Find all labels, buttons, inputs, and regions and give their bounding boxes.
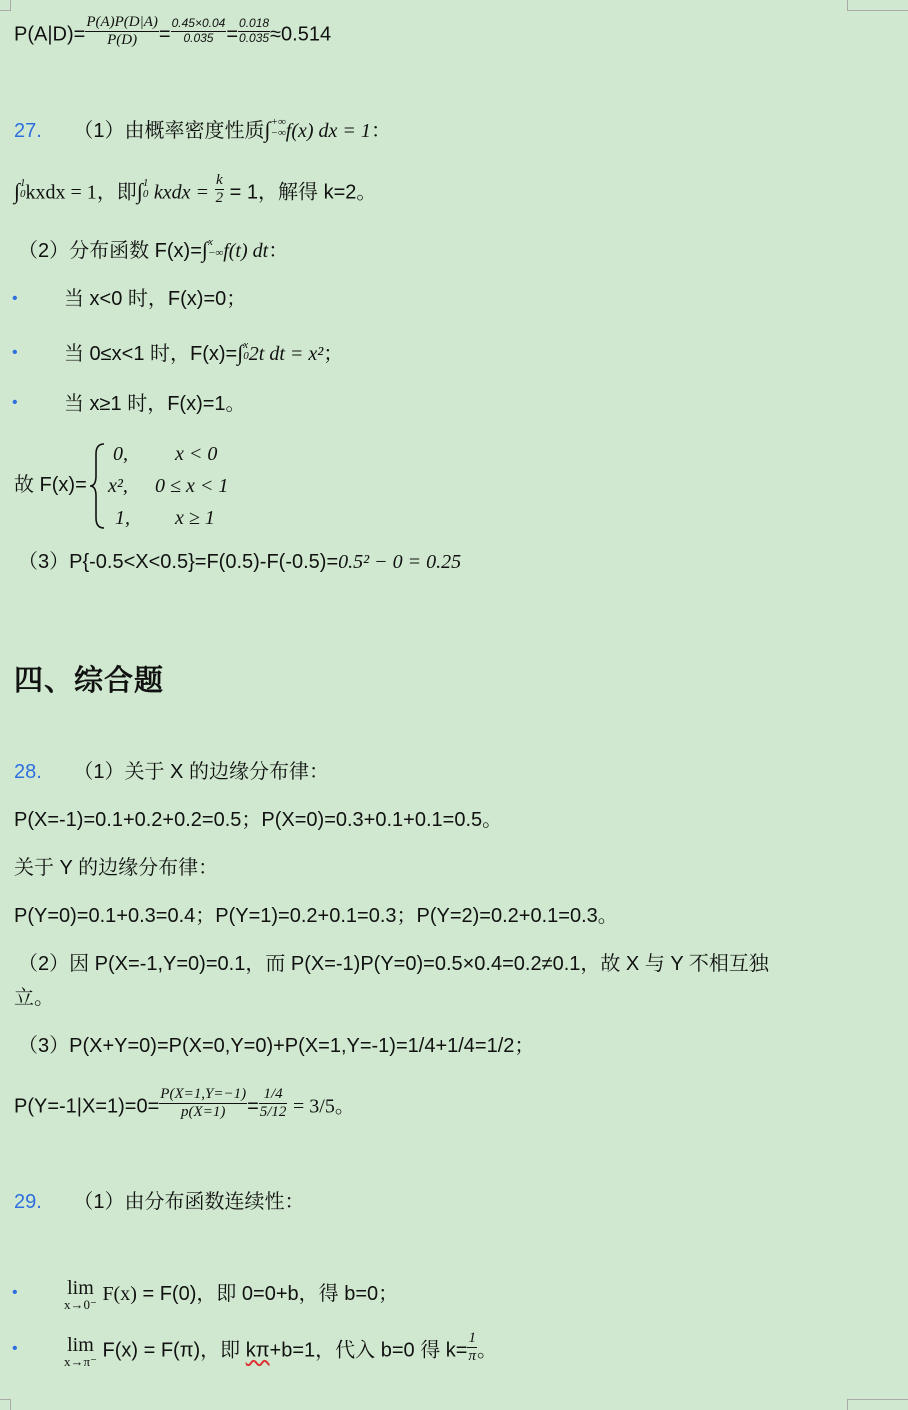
left-brace-icon (88, 442, 106, 530)
bullet-icon: • (12, 344, 18, 361)
q28-part3: （3）P(X+Y=0)=P(X=0,Y=0)+P(X=1,Y=-1)=1/4+1/4=1/2； (18, 1035, 535, 1057)
bayes-fraction-1: $\frac{P(A)P(D|A)}{P(D)}$ (86, 14, 158, 48)
section-heading: 四、综合题 (14, 665, 165, 697)
limit-operator: lim x→0⁻ (64, 1277, 97, 1312)
q27-case-2: 当 0≤x<1 时，F(x)=∫ x 0 2t dt = x²； (64, 338, 344, 365)
piece-2-condition: 0 ≤ x < 1 (155, 475, 229, 497)
integral-sign: ∫ (14, 178, 21, 204)
one-over-pi-fraction: $\frac{1}{\pi}$ (468, 1330, 476, 1364)
bullet-icon: • (12, 290, 18, 307)
corner-mark-top-left (0, 0, 11, 11)
q27-part1: 27. （1）由概率密度性质∫ +∞ −∞ f(x) dx = 1： (14, 115, 391, 142)
q29-bullet-1: lim x→0⁻ F(x) = F(0)，即 0=0+b，得 b=0； (64, 1277, 399, 1312)
bayes-fraction-3: $\frac{0.018}{0.035}$ (239, 16, 270, 45)
corner-mark-bottom-right (847, 1399, 908, 1410)
piece-1-value: 0, (113, 443, 128, 465)
spellcheck-underlined-text: kπ (245, 1339, 270, 1362)
q27-case-3: 当 x≥1 时，F(x)=1。 (64, 393, 246, 415)
bullet-icon: • (12, 1284, 18, 1301)
bayes-result: ≈0.514 (270, 23, 332, 46)
bullet-icon: • (12, 1340, 18, 1357)
q27-part2: （2）分布函数 F(x)=∫ x −∞ f(t) dt： (18, 235, 289, 262)
q28-number: 28. (14, 761, 42, 783)
q28-part2: （2）因 P(X=-1,Y=0)=0.1，而 P(X=-1)P(Y=0)=0.5×0.4=0.2≠0.1，故 X 与 Y 不相互独 (18, 953, 769, 975)
bullet-icon: • (12, 394, 18, 411)
corner-mark-bottom-left (0, 1399, 11, 1410)
integral-sign: ∫ (237, 340, 244, 365)
ratio-fraction: $\frac{1/4}{5/12}$ (259, 1086, 287, 1120)
piece-2-value: x², (108, 475, 128, 497)
q28-line2: P(X=-1)=0.1+0.2+0.2=0.5；P(X=0)=0.3+0.1+0.1=0.5。 (14, 809, 503, 831)
piecewise-prefix: 故 F(x)= (14, 474, 87, 496)
q28-part2-cont: 立。 (14, 987, 54, 1009)
q29-part1: 29. （1）由分布函数连续性： (14, 1191, 305, 1213)
q28-part1: 28. （1）关于 X 的边缘分布律： (14, 761, 329, 783)
q28-line8: P(Y=-1|X=1)=0= $\frac{P(X=1,Y=-1)}{p(X=1)}$ = $\frac{1/4}{5/12}$ = 3/5。 (14, 1086, 355, 1120)
integral-limits: 1 0 (20, 177, 26, 200)
integral-sign: ∫ (136, 178, 143, 204)
limit-operator: lim x→π⁻ (64, 1333, 97, 1369)
integral-limits: 1 0 (142, 177, 149, 200)
integral-sign: ∫ (201, 237, 208, 262)
piece-3-value: 1, (115, 507, 130, 529)
q27-line2: ∫ 1 0 kxdx = 1，即∫ 1 0 kxdx = $\frac{k}{2}$ = 1，解得 k=2。 (14, 172, 377, 206)
conditional-fraction: $\frac{P(X=1,Y=-1)}{p(X=1)}$ (160, 1086, 247, 1120)
bayes-prefix: P(A|D)= (14, 23, 86, 46)
integral-limits: x 0 (243, 338, 249, 362)
integral-limits: +∞ −∞ (270, 115, 286, 139)
piece-1-condition: x < 0 (175, 443, 218, 465)
q27-number: 27. (14, 120, 42, 142)
corner-mark-top-right (847, 0, 908, 11)
piece-3-condition: x ≥ 1 (175, 507, 215, 529)
q27-part3: （3）P{-0.5<X<0.5}=F(0.5)-F(-0.5)=0.5² − 0 = 0.25 (18, 551, 462, 573)
q29-number: 29. (14, 1191, 42, 1213)
bayes-fraction-2: $\frac{0.45\times 0.04}{0.035}$ (171, 16, 226, 45)
q28-line3: 关于 Y 的边缘分布律： (14, 857, 219, 879)
bayes-line: P(A|D)= $\frac{P(A)P(D|A)}{P(D)}$ = $\frac{0.45\times 0.04}{0.035}$ = $\frac{0.018}{0.035}$ ≈0.514 (14, 14, 332, 48)
q28-line4: P(Y=0)=0.1+0.3=0.4；P(Y=1)=0.2+0.1=0.3；P(Y=2)=0.2+0.1=0.3。 (14, 905, 618, 927)
k-over-2-fraction: $\frac{k}{2}$ (215, 172, 224, 206)
integral-sign: ∫ (264, 117, 271, 142)
q27-case-1: 当 x<0 时，F(x)=0； (64, 288, 247, 310)
integral-limits: x −∞ (207, 235, 224, 259)
q29-bullet-2: lim x→π⁻ F(x) = F(π)，即 kπ+b=1，代入 b=0 得 k= $\frac{1}{\pi}$ 。 (64, 1330, 497, 1369)
